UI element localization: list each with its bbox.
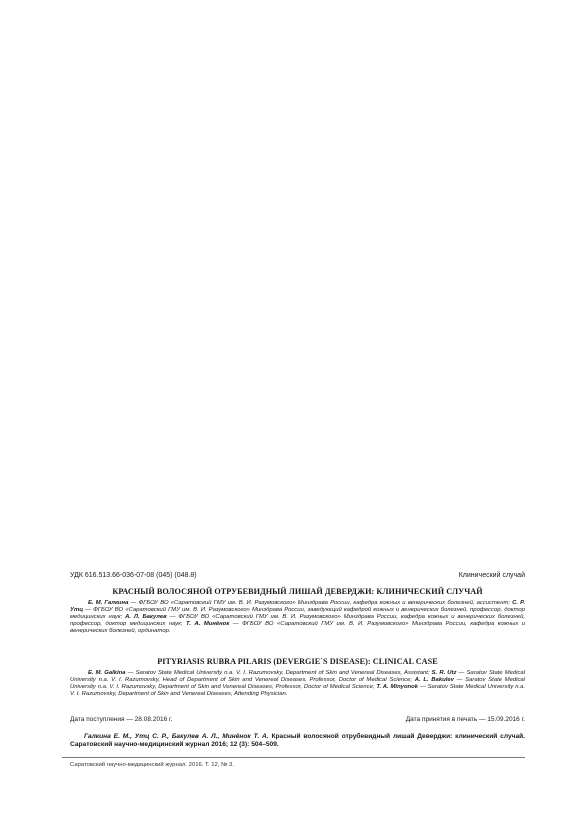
article-type: Клинический случай <box>458 572 525 579</box>
author-name: A. L. Bakulev <box>414 677 454 684</box>
dates-row <box>70 716 525 724</box>
author-name: E. M. Galkina <box>88 670 126 676</box>
article-title-ru: КРАСНЫЙ ВОЛОСЯНОЙ ОТРУБЕВИДНЫЙ ЛИШАЙ ДЕВЕРДЖИ: КЛИНИЧЕСКИЙ СЛУЧАЙ <box>112 587 483 596</box>
author-affiliation: — ФГБОУ ВО «Саратовский ГМУ им. В. И. Разумовского» Минздрава России, кафедра кожных и венерических болезней, профессор, доктор медицинских наук; <box>70 614 525 628</box>
author-affiliation: — ФГБОУ ВО «Саратовский ГМУ им. В. И. Разумовского» Минздрава России, заведующий кафедрой кожных и венерических болезней, профессор, доктор медицинских наук; <box>70 607 525 621</box>
citation-text: Красный волосяной отрубевидный лишай Деверджи: клинический случай. Саратовский научно-медицинский журнал 2016; 12 (3): 504–509. <box>70 733 525 748</box>
received-date: Дата поступления — 28.08.2016 г. <box>70 716 173 723</box>
authors-ru <box>70 600 525 635</box>
author-name: Т. А. Минёнок <box>186 621 230 628</box>
author-name: S. R. Utz <box>431 670 457 676</box>
authors-en <box>70 670 525 698</box>
citation-authors: Галкина Е. М., Утц С. Р., Бакулев А. Л., Минёнок Т. А. <box>84 733 269 740</box>
author-affiliation: — Saratov State Medical University n.a. V. I. Razumovsky, Department of Skin and Venereal Diseases, Professor, Doctor of Medical Science; <box>70 677 525 691</box>
udc-code: УДК 616.513.66-036-07-08 (045) (048.8) <box>70 572 197 579</box>
author-name: T. A. Minyonok <box>376 684 419 691</box>
article-title-en: PITYRIASIS RUBRA PILARIS (DEVERGIE`S DISEASE): CLINICAL CASE <box>157 657 438 666</box>
author-name: А. Л. Бакулев <box>125 614 167 621</box>
page-header-row <box>70 571 525 580</box>
author-affiliation: — Saratov State Medical University n.a. V. I. Razumovsky, Department of Skin and Venereal Diseases, Attending Physician. <box>70 684 526 698</box>
footer-divider <box>62 757 525 758</box>
author-affiliation: — Saratov State Medical University n.a. V. I. Razumovsky, Department of Skin and Venereal Diseases, Assistant; <box>125 670 432 676</box>
author-affiliation: — ФГБОУ ВО «Саратовский ГМУ им. В. И. Разумовского» Минздрава России, кафедра кожных и венерических болезней, ассистент; <box>128 600 513 606</box>
author-name: С. Р. Утц <box>70 600 525 614</box>
accepted-date: Дата принятия в печать — 15.09.2016 г. <box>405 716 525 723</box>
author-affiliation: — ФГБОУ ВО «Саратовский ГМУ им. В. И. Разумовского» Минздрава России, кафедра кожных и венерических болезней, ординатор. <box>70 621 526 635</box>
citation <box>70 733 525 749</box>
author-affiliation: — Saratov State Medical University n.a. V. I. Razumovsky, Head of Department of Skin and Venereal Diseases, Professor, Doctor of Medical Science; <box>70 670 526 684</box>
journal-footer: Саратовский научно-медицинский журнал. 2016. Т. 12, № 3. <box>70 762 234 768</box>
author-name: Е. М. Галкина <box>88 600 129 606</box>
